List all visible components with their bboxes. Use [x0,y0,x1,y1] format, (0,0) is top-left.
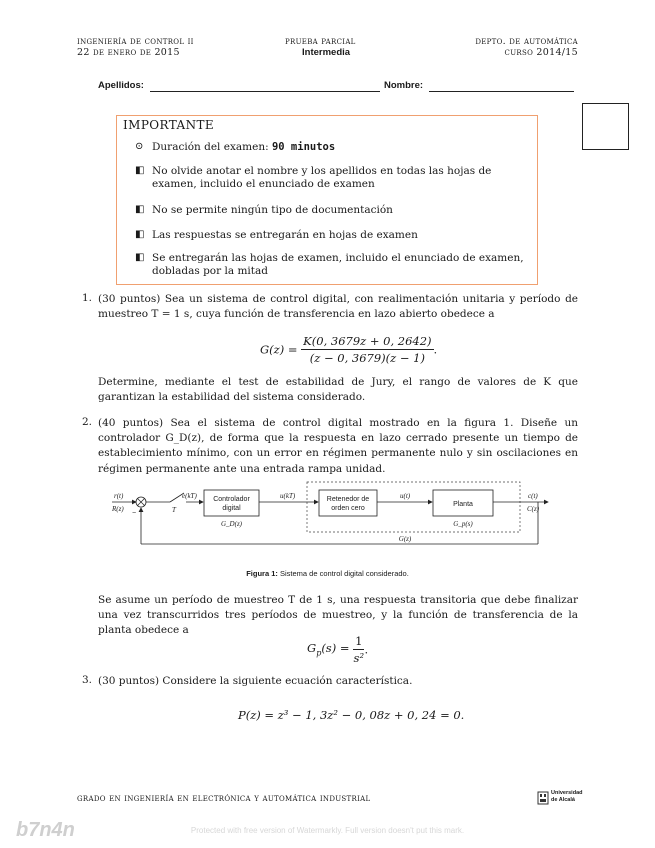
header-course: ingeniería de control ii [77,36,194,47]
header-date: 22 de enero de 2015 [77,47,180,58]
important-title: IMPORTANTE [123,118,215,132]
q2-text: (40 puntos) Sea el sistema de control digital mostrado en la figura 1. Diseñe un controlador G_D(z), de forma que la respuesta en lazo cerrado presente un tiempo de establecimiento mínimo, con un error en régimen permanente nulo y sin oscilaciones en régimen permanente ante una entrada rampa unidad. [98,417,578,475]
q2-equation: $G_p(s)$ = $\frac{1}{\text{s²}}$ . [307,634,369,666]
summing-junction [136,497,146,507]
grade-box[interactable] [582,103,629,150]
zoh-label-2: orden cero [331,505,365,512]
q1-equation: G(z) = $\frac{K(0, 3679z + 0, 2642)}{(z - 0, 3679)(z - 1)}$ . [260,334,438,366]
surname-line[interactable] [150,91,380,92]
exclamation-box-icon: ◧ [135,229,145,240]
zoh-block [319,490,377,516]
label-c-t: c(t) [528,492,538,500]
header-exam-name: Intermedia [302,47,351,58]
q3-text: (30 puntos) Considere la siguiente ecuación característica. [98,675,413,687]
watermark-text: Protected with free version of Watermarkly. Full version doesn't put this mark. [190,826,465,835]
exclamation-box-icon: ◧ [135,204,145,215]
label-u-t: u(t) [400,492,411,500]
important-item: ◧ No se permite ningún tipo de documentación [135,204,393,216]
q2-after: Se asume un período de muestreo T de 1 s, una respuesta transitoria que debe finalizar una vez transcurridos tres períodos de muestreo, y la función de transferencia de la planta obedece a [98,594,578,637]
block-diagram [100,478,560,550]
label-minus: − [132,510,137,517]
label-R-z: R(z) [112,505,124,513]
exclamation-box-icon: ◧ [135,252,145,263]
controller-label-2: digital [222,505,241,512]
figure-caption: Figura 1: Sistema de control digital considerado. [246,569,409,578]
q3-equation: P(z) = z³ − 1, 3z² − 0, 08z + 0, 24 = 0. [238,708,465,722]
important-box [116,115,538,285]
important-item: ◧ Las respuestas se entregarán en hojas de examen [135,229,418,241]
label-e-kT: e(kT) [182,492,197,500]
header-department: depto. de automática [475,36,578,47]
controller-label-1: Controlador [213,496,250,503]
label-G-z: G(z) [398,535,412,543]
exclamation-box-icon: ◧ [135,165,145,176]
important-item: ◧ Se entregarán las hojas de examen, incluido el enunciado de examen, dobladas por la mitad [135,252,524,278]
label-T: T [172,506,176,514]
header-academic-year: curso 2014/15 [504,47,578,58]
important-item: ◧ No olvide anotar el nombre y los apellidos en todas las hojas de examen, incluido el enunciado de examen [135,165,492,191]
important-duration: ⊙ Duración del examen: 90 minutos [135,141,336,153]
university-logo: Universidad de Alcalá [537,789,579,809]
footer-degree: grado en ingeniería en electrónica y automática industrial [77,793,371,804]
plant-tf: G_p(s) [453,520,473,528]
header-exam-type: prueba parcial [285,36,356,47]
controller-tf: G_D(z) [221,520,242,528]
controller-block [204,490,259,516]
label-r-t: r(t) [114,492,124,500]
q1-number: 1. [82,292,93,304]
university-crest-icon [537,791,549,805]
surname-label: Apellidos: [98,80,144,91]
duration-value: 90 minutos [271,141,336,153]
zoh-label-1: Retenedor de [326,496,370,503]
q1-text: (30 puntos) Sea un sistema de control digital, con realimentación unitaria y período de muestreo T = 1 s, cuya función de transferencia en lazo abierto obedece a [98,293,578,321]
q1-after: Determine, mediante el test de estabilidad de Jury, el rango de valores de K que garantizan la estabilidad del sistema considerado. [98,376,578,404]
q2-number: 2. [82,416,93,428]
watermark-logo: b7n4n [16,819,75,841]
plant-label: Planta [453,501,473,508]
name-label: Nombre: [384,80,424,91]
clock-icon: ⊙ [135,141,144,152]
label-u-kT: u(kT) [280,492,296,500]
label-C-z: C(z) [527,505,540,513]
q3-number: 3. [82,674,93,686]
name-line[interactable] [429,91,574,92]
